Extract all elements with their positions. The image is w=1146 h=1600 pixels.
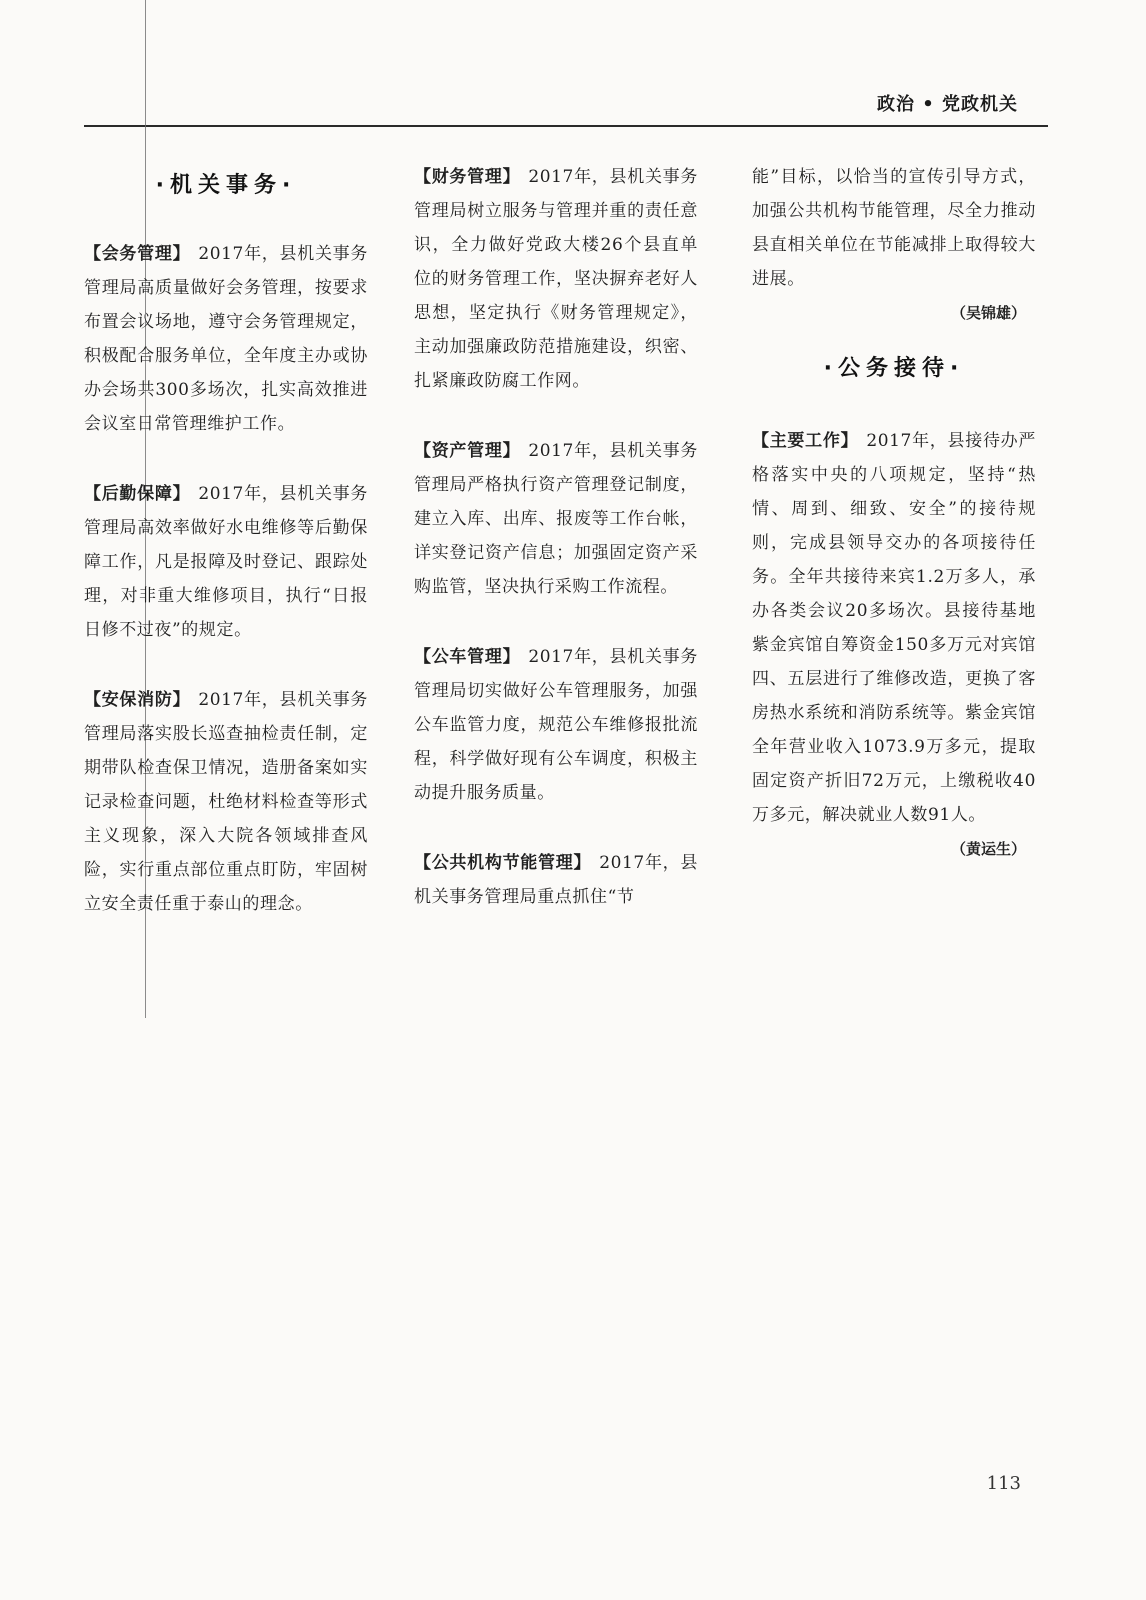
entry-paragraph xyxy=(752,160,1036,296)
author-attribution: （黄运生） xyxy=(950,840,1026,858)
column-3 xyxy=(752,160,1036,859)
entry-title: 【财务管理】 xyxy=(414,167,521,187)
entry-paragraph xyxy=(414,846,698,914)
entry-title: 【公共机构节能管理】 xyxy=(414,853,592,873)
entry-paragraph xyxy=(84,477,368,647)
column-2 xyxy=(414,160,698,950)
entry-title: 【会务管理】 xyxy=(84,244,191,264)
entry-title: 【公车管理】 xyxy=(414,647,521,667)
entry-paragraph xyxy=(84,237,368,441)
entry-meeting-management xyxy=(84,237,368,441)
entry-body: 2017年，县机关事务管理局切实做好公车管理服务，加强公车监管力度，规范公车维修报批流程，科学做好现有公车调度，积极主动提升服务质量。 xyxy=(414,647,698,803)
entry-title: 【后勤保障】 xyxy=(84,484,191,504)
entry-body: 2017年，县机关事务管理局高质量做好会务管理，按要求布置会议场地，遵守会务管理规定，积极配合服务单位，全年度主办或协办会场共300多场次，扎实高效推进会议室日常管理维护工作。 xyxy=(84,244,368,434)
entry-paragraph xyxy=(752,424,1036,832)
entry-body: 2017年，县机关事务管理局落实股长巡查抽检责任制，定期带队检查保卫情况，造册备案如实记录检查问题，杜绝材料检查等形式主义现象，深入大院各领域排查风险，实行重点部位重点盯防，牢固树立安全责任重于泰山的理念。 xyxy=(84,690,368,914)
entry-body: 2017年，县接待办严格落实中央的八项规定，坚持“热情、周到、细致、安全”的接待规则，完成县领导交办的各项接待任务。全年共接待来宾1.2万多人，承办各类会议20多场次。县接待基地紫金宾馆自筹资金150多万元对宾馆四、五层进行了维修改造，更换了客房热水系统和消防系统等。紫金宾馆全年营业收入1073.9万多元，提取固定资产折旧72万元，上缴税收40万多元，解决就业人数91人。 xyxy=(752,431,1036,825)
entry-title: 【资产管理】 xyxy=(414,441,521,461)
column-1 xyxy=(84,160,368,957)
entry-body: 2017年，县机关事务管理局重点抓住“节 xyxy=(414,853,699,907)
entry-security-fire xyxy=(84,683,368,921)
section-heading-affairs: ·机关事务· xyxy=(155,173,297,198)
entry-body: 2017年，县机关事务管理局严格执行资产管理登记制度，建立入库、出库、报废等工作台帐，详实登记资产信息；加强固定资产采购监管，坚决执行采购工作流程。 xyxy=(414,441,698,597)
entry-paragraph xyxy=(414,640,698,810)
entry-paragraph xyxy=(84,683,368,921)
entry-energy-saving-continued xyxy=(752,160,1036,296)
entry-logistics xyxy=(84,477,368,647)
entry-paragraph xyxy=(414,434,698,604)
entry-asset-management xyxy=(414,434,698,604)
entry-title: 【安保消防】 xyxy=(84,690,191,710)
entry-finance-management xyxy=(414,160,698,398)
author-attribution: （吴锦雄） xyxy=(950,304,1026,322)
entry-title: 【主要工作】 xyxy=(752,431,859,451)
entry-main-work xyxy=(752,424,1036,832)
page-number: 113 xyxy=(986,1473,1021,1494)
entry-body: 2017年，县机关事务管理局树立服务与管理并重的责任意识，全力做好党政大楼26个县直单位的财务管理工作，坚决摒弃老好人思想，坚定执行《财务管理规定》，主动加强廉政防范措施建设，织密、扎紧廉政防腐工作网。 xyxy=(414,167,698,391)
entry-body: 能”目标，以恰当的宣传引导方式，加强公共机构节能管理，尽全力推动县直相关单位在节能减排上取得较大进展。 xyxy=(752,167,1036,289)
section-heading-reception: ·公务接待· xyxy=(823,356,965,381)
header-rule xyxy=(84,125,1048,127)
entry-energy-saving xyxy=(414,846,698,914)
entry-official-vehicle xyxy=(414,640,698,810)
running-header-title: 政治 • 党政机关 xyxy=(876,94,1018,115)
entry-paragraph xyxy=(414,160,698,398)
entry-body: 2017年，县机关事务管理局高效率做好水电维修等后勤保障工作，凡是报障及时登记、跟踪处理，对非重大维修项目，执行“日报日修不过夜”的规定。 xyxy=(84,484,368,640)
page-header xyxy=(0,0,1146,140)
